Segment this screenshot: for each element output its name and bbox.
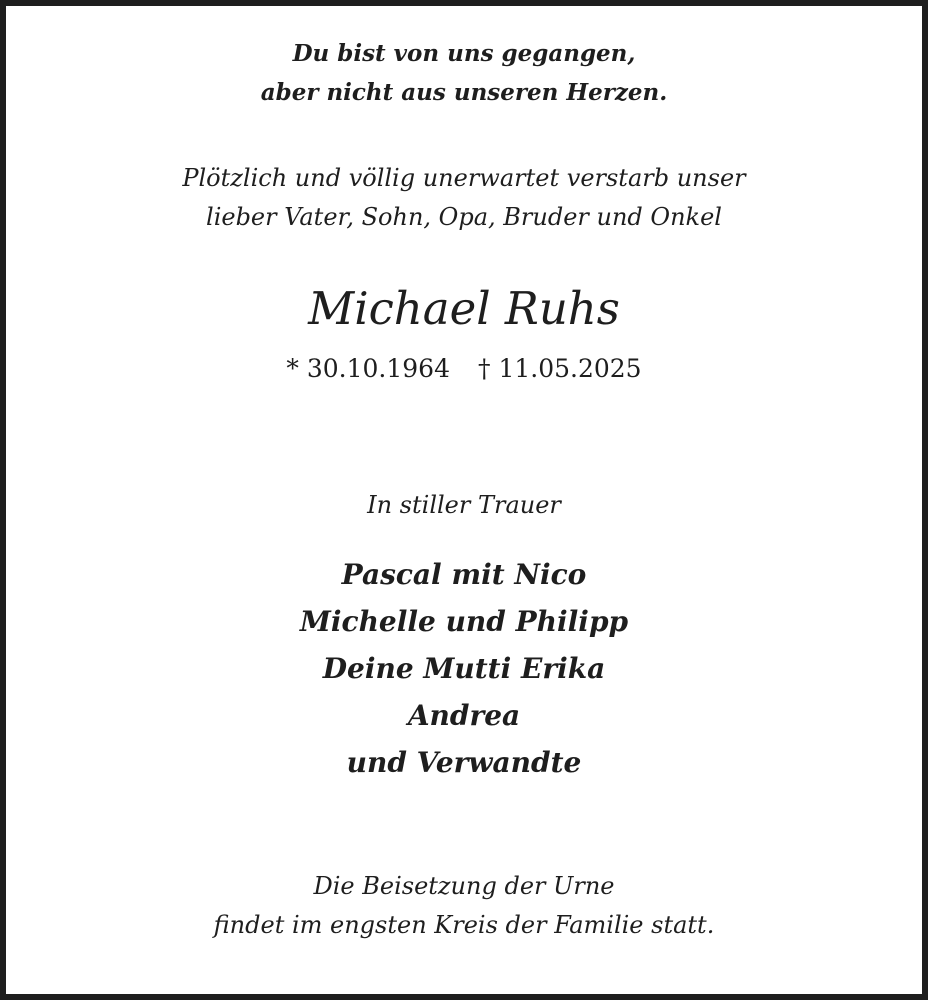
mourner-name: Andrea [407, 699, 521, 732]
motto-line-1: Du bist von uns gegangen, [292, 40, 636, 67]
intro-line-1: Plötzlich und völlig unerwartet verstarb unser [182, 164, 746, 192]
mourner-name: Pascal mit Nico [341, 558, 587, 591]
mourning-heading: In stiller Trauer [367, 491, 561, 519]
burial-note-line-2: findet im engsten Kreis der Familie statt. [213, 911, 715, 939]
death-date: † 11.05.2025 [478, 354, 642, 383]
life-dates [6, 356, 922, 381]
intro-line-2: lieber Vater, Sohn, Opa, Bruder und Onkel [206, 203, 722, 231]
burial-note-line-1: Die Beisetzung der Urne [313, 872, 615, 900]
birth-date: * 30.10.1964 [286, 354, 450, 383]
mourner-name: und Verwandte [346, 746, 582, 779]
deceased-name: Michael Ruhs [308, 282, 620, 335]
mourner-name: Deine Mutti Erika [322, 652, 606, 685]
mourner-name: Michelle und Philipp [299, 605, 629, 638]
motto-line-2: aber nicht aus unseren Herzen. [260, 79, 668, 106]
